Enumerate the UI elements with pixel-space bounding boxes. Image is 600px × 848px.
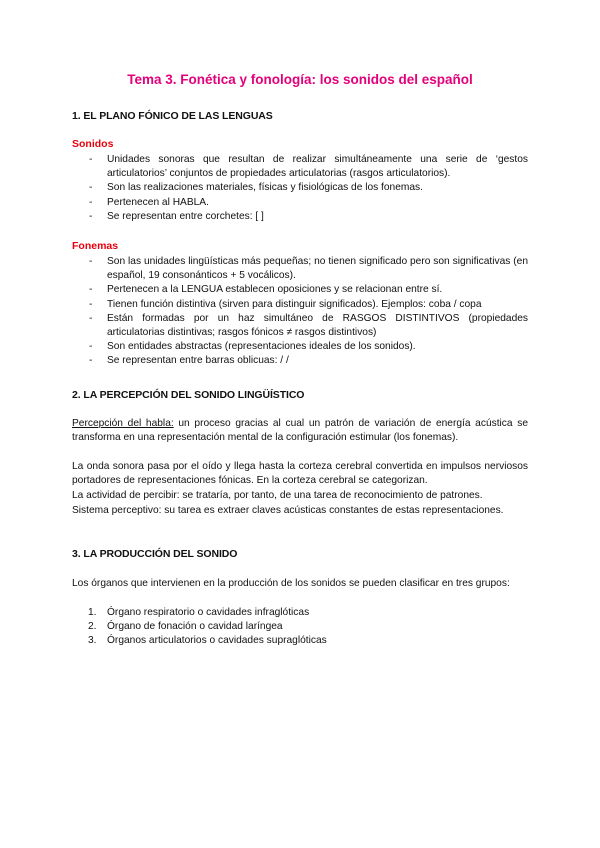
fonemas-subheading: Fonemas: [72, 240, 119, 252]
bullet-mark: -: [89, 256, 93, 267]
bullet-mark: -: [89, 154, 93, 165]
paragraph: Los órganos que intervienen en la producción de los sonidos se pueden clasificar en tres grupos:: [72, 578, 510, 589]
bullet-mark: -: [89, 182, 93, 194]
list-item: - Son entidades abstractas (representaciones ideales de los sonidos).: [72, 340, 528, 354]
list-item: - Tienen función distintiva (sirven para distinguir significados). Ejemplos: coba / copa: [72, 298, 528, 312]
fonemas-list: [72, 255, 528, 369]
list-item: - Están formadas por un haz simultáneo de RASGOS DISTINTIVOS (propiedades articulatorias distintivas; rasgos fónicos ≠ rasgos distintivos): [89, 312, 528, 339]
paragraph: Sistema perceptivo: su tarea es extraer claves acústicas constantes de estas representaciones.: [72, 505, 504, 516]
definition-term: Percepción del habla:: [72, 418, 174, 429]
list-item: - Son las realizaciones materiales, físicas y fisiológicas de los fonemas.: [72, 181, 528, 195]
list-item: - Pertenecen a la LENGUA establecen oposiciones y se relacionan entre sí.: [72, 283, 528, 297]
section-2-heading: 2. LA PERCEPCIÓN DEL SONIDO LINGÜÍSTICO: [72, 389, 305, 401]
section-3-heading: 3. LA PRODUCCIÓN DEL SONIDO: [72, 548, 238, 560]
section-1-heading: 1. EL PLANO FÓNICO DE LAS LENGUAS: [72, 110, 273, 122]
list-item: - Unidades sonoras que resultan de realizar simultáneamente una serie de ‘gestos articulatorios’ conjuntos de propiedades articulatorias (rasgos articulatorios).: [89, 154, 528, 180]
sonidos-subheading: Sonidos: [72, 138, 114, 150]
list-item: - Son las unidades lingüísticas más pequeñas; no tienen significado pero son significativas (en español, 19 consonánticos + 5 vocálicos).: [89, 256, 528, 282]
list-item: - Se representan entre barras oblicuas: / /: [72, 354, 528, 368]
list-item: - Pertenecen al HABLA.: [72, 196, 528, 210]
list-item: - Se representan entre corchetes: [ ]: [72, 210, 528, 224]
bullet-mark: -: [89, 284, 93, 296]
list-number: 1.: [88, 607, 97, 618]
bullet-mark: -: [89, 210, 93, 222]
list-number: 3.: [88, 635, 97, 647]
paragraph: La onda sonora pasa por el oído y llega hasta la corteza cerebral convertida en impulsos nerviosos portadores de representaciones fónicas. En la corteza cerebral se categorizan.: [72, 461, 528, 487]
bullet-mark: -: [89, 312, 93, 324]
perception-definition: Percepción del habla: un proceso gracias al cual un patrón de variación de energía acústica se transforma en una representación mental de la configuración estimular (los fonemas).: [72, 418, 528, 444]
bullet-mark: -: [89, 298, 93, 310]
list-item: 2. Órgano de fonación o cavidad laríngea: [72, 620, 528, 634]
organs-list: [72, 606, 528, 649]
bullet-mark: -: [89, 341, 93, 353]
paragraph: La actividad de percibir: se trataría, por tanto, de una tarea de reconocimiento de patrones.: [72, 490, 483, 501]
list-item: 1. Órgano respiratorio o cavidades infraglóticas: [72, 606, 528, 620]
bullet-mark: -: [89, 196, 93, 208]
document-title: Tema 3. Fonética y fonología: los sonidos del español: [127, 72, 473, 87]
list-item: 3. Órganos articulatorios o cavidades supraglóticas: [72, 634, 528, 648]
sonidos-list: [72, 153, 528, 224]
bullet-mark: -: [89, 355, 93, 367]
list-number: 2.: [88, 621, 97, 633]
